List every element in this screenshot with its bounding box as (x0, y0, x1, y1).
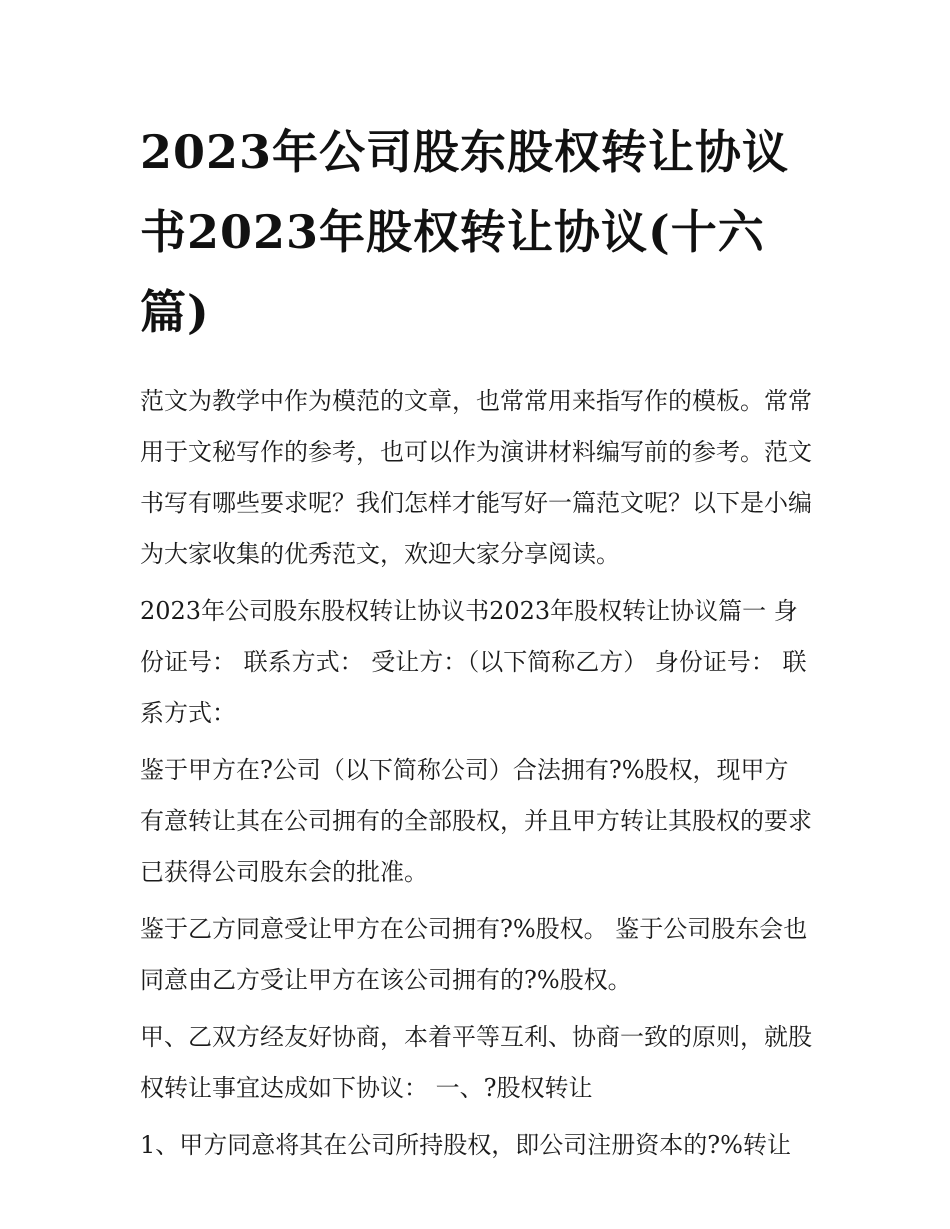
clause-1-paragraph: 1、甲方同意将其在公司所持股权，即公司注册资本的?%转让 (140, 1131, 791, 1159)
intro-paragraph: 范文为教学中作为模范的文章，也常常用来指写作的模板。常常用于文秘写作的参考，也可以作为演讲材料编写前的参考。范文书写有哪些要求呢？我们怎样才能写好一篇范文呢？以下是小编为大家收集的优秀范文，欢迎大家分享阅读。 (140, 387, 812, 568)
document-page (140, 112, 812, 1177)
parties-paragraph: 2023年公司股东股权转让协议书2023年股权转让协议篇一 身份证号： 联系方式： 受让方：（以下简称乙方） 身份证号： 联系方式： (140, 597, 807, 727)
agreement-preamble-paragraph: 甲、乙双方经友好协商，本着平等互利、协商一致的原则，就股权转让事宜达成如下协议： 一、?股权转让 (140, 1023, 812, 1102)
document-title: 2023年公司股东股权转让协议书2023年股权转让协议(十六篇) (140, 125, 790, 339)
recital-paragraph-2: 鉴于乙方同意受让甲方在公司拥有?%股权。 鉴于公司股东会也同意由乙方受让甲方在该公司拥有的?%股权。 (140, 915, 808, 994)
recital-paragraph-1: 鉴于甲方在?公司（以下简称公司）合法拥有?%股权，现甲方有意转让其在公司拥有的全部股权，并且甲方转让其股权的要求已获得公司股东会的批准。 (140, 756, 812, 886)
document-body (140, 376, 812, 1171)
